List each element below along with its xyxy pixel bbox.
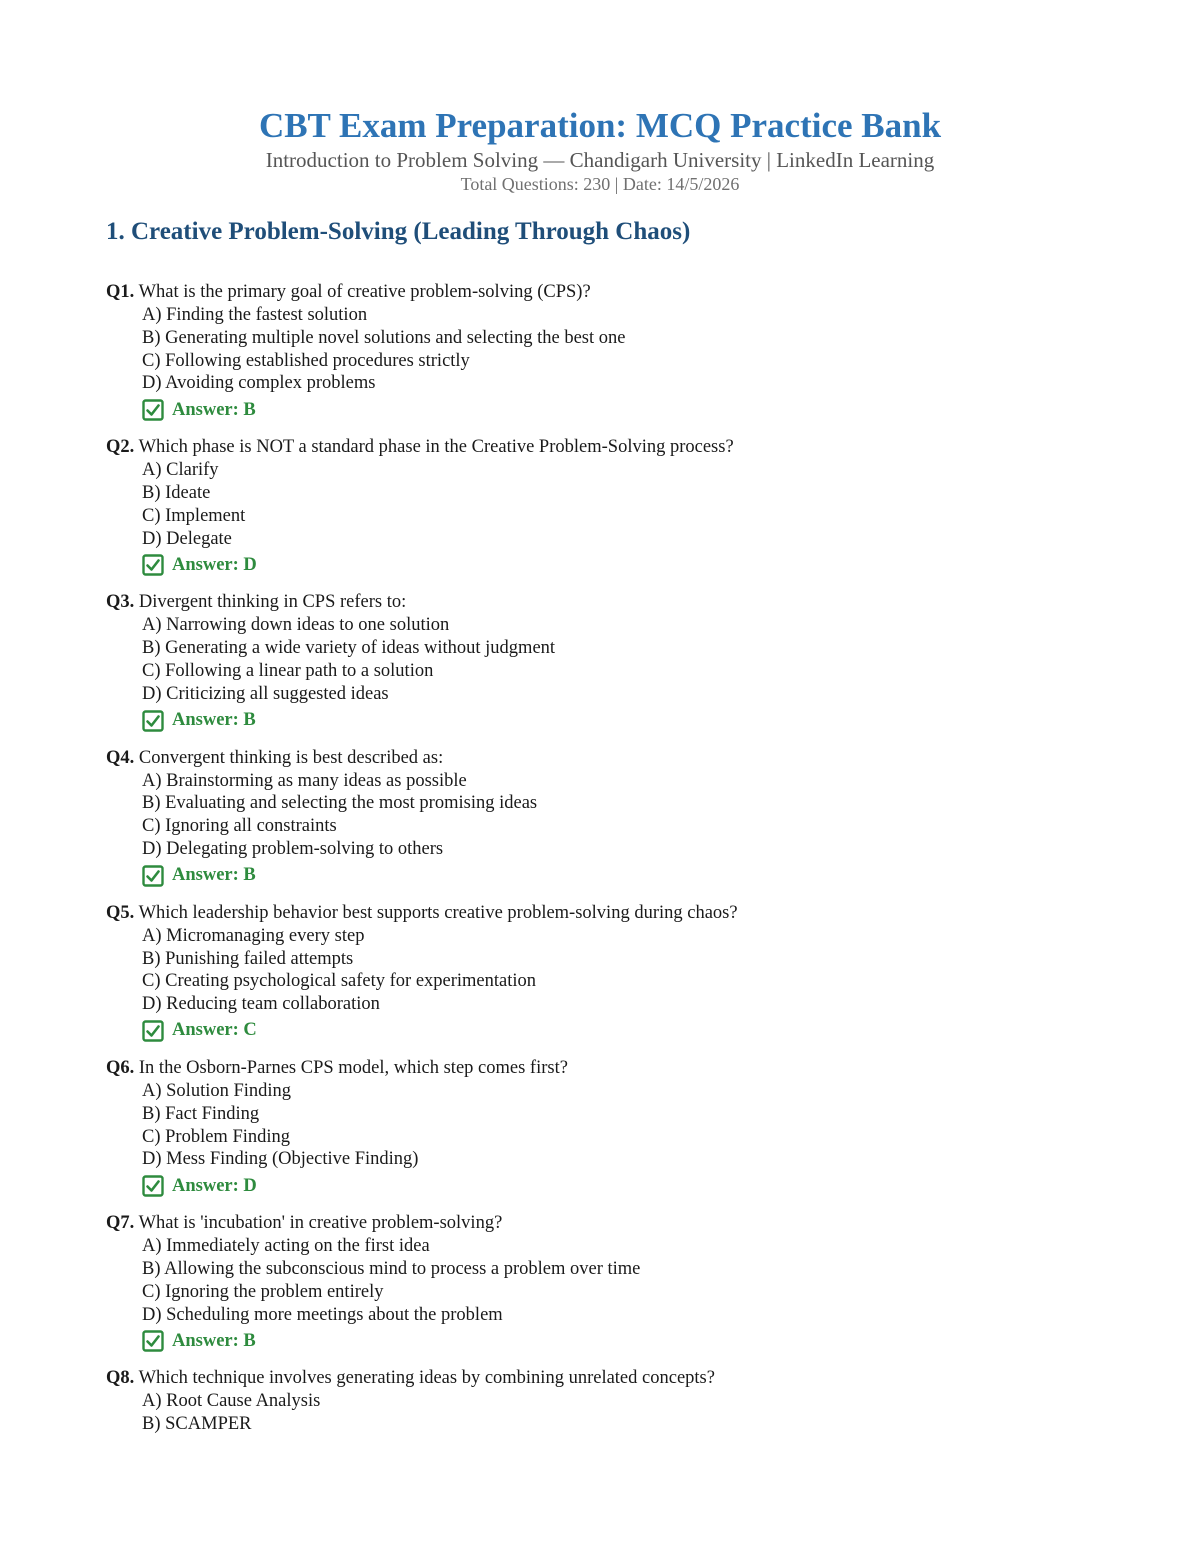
option-item: A) Solution Finding	[142, 1080, 292, 1101]
option-item: D) Avoiding complex problems	[142, 373, 376, 394]
option-item: B) Punishing failed attempts	[142, 948, 354, 969]
question-line	[106, 280, 1106, 304]
option-list	[106, 1390, 1106, 1436]
question-number: Q4.	[106, 747, 135, 768]
question-block	[106, 590, 1106, 733]
option-item: D) Delegate	[142, 528, 232, 549]
option-item: A) Root Cause Analysis	[142, 1391, 321, 1412]
checkbox-checked-icon	[142, 554, 164, 576]
question-text: What is the primary goal of creative problem-solving (CPS)?	[138, 282, 591, 302]
answer-label: Answer: B	[172, 399, 256, 420]
option-item: B) Allowing the subconscious mind to process a problem over time	[142, 1258, 641, 1279]
option-list	[106, 770, 1106, 861]
checkbox-checked-icon	[142, 399, 164, 421]
option-item: D) Reducing team collaboration	[142, 994, 380, 1015]
question-list	[106, 280, 1106, 1448]
question-block	[106, 1056, 1106, 1199]
question-number: Q2.	[106, 437, 135, 458]
answer-row	[106, 552, 1106, 578]
option-item: C) Ignoring all constraints	[142, 816, 337, 837]
answer-label: Answer: C	[172, 1020, 257, 1041]
answer-row	[106, 397, 1106, 423]
option-list	[106, 1235, 1106, 1326]
question-number: Q1.	[106, 282, 135, 302]
question-text: Which leadership behavior best supports creative problem-solving during chaos?	[138, 902, 738, 923]
answer-label: Answer: B	[172, 1330, 256, 1351]
question-block	[106, 1366, 1106, 1436]
question-number: Q8.	[106, 1368, 135, 1389]
option-item: A) Clarify	[142, 460, 219, 481]
option-item: A) Finding the fastest solution	[142, 305, 368, 325]
question-text: Which technique involves generating ideas by combining unrelated concepts?	[138, 1368, 715, 1389]
document-meta: Total Questions: 230 | Date: 14/5/2026	[460, 174, 740, 194]
option-item: C) Creating psychological safety for experimentation	[142, 971, 537, 992]
option-item: D) Criticizing all suggested ideas	[142, 683, 389, 704]
question-number: Q6.	[106, 1057, 135, 1078]
answer-row	[106, 1173, 1106, 1199]
option-item: C) Following a linear path to a solution	[142, 660, 434, 681]
answer-label: Answer: D	[172, 1175, 257, 1196]
option-item: C) Problem Finding	[142, 1126, 291, 1147]
option-list	[106, 304, 1106, 395]
answer-label: Answer: B	[172, 865, 256, 886]
checkbox-checked-icon	[142, 1330, 164, 1352]
answer-row	[106, 1018, 1106, 1044]
question-block	[106, 1211, 1106, 1354]
option-item: B) Ideate	[142, 482, 211, 503]
option-list	[106, 1080, 1106, 1171]
question-line	[106, 1366, 1106, 1390]
option-item: D) Scheduling more meetings about the problem	[142, 1304, 503, 1325]
question-line	[106, 901, 1106, 925]
answer-row	[106, 1328, 1106, 1354]
question-line	[106, 590, 1106, 614]
document-subtitle: Introduction to Problem Solving — Chandigarh University | LinkedIn Learning	[265, 148, 935, 172]
option-item: B) Generating a wide variety of ideas without judgment	[142, 638, 556, 659]
question-number: Q3.	[106, 592, 135, 613]
section-heading: 1. Creative Problem-Solving (Leading Through Chaos)	[106, 218, 691, 245]
option-item: B) SCAMPER	[142, 1414, 252, 1435]
question-line	[106, 1056, 1106, 1080]
document-title: CBT Exam Preparation: MCQ Practice Bank	[258, 106, 942, 145]
answer-label: Answer: D	[172, 554, 257, 575]
option-item: C) Following established procedures strictly	[142, 350, 470, 371]
document-header	[0, 104, 1200, 196]
question-text: Convergent thinking is best described as:	[138, 747, 444, 768]
option-item: A) Brainstorming as many ideas as possible	[142, 770, 467, 791]
option-item: C) Ignoring the problem entirely	[142, 1281, 384, 1302]
question-block	[106, 901, 1106, 1044]
option-list	[106, 459, 1106, 550]
checkbox-checked-icon	[142, 865, 164, 887]
option-item: B) Evaluating and selecting the most promising ideas	[142, 793, 538, 814]
question-number: Q5.	[106, 902, 135, 923]
answer-label: Answer: B	[172, 710, 256, 731]
option-item: A) Micromanaging every step	[142, 925, 365, 946]
question-line	[106, 1211, 1106, 1235]
question-text: Which phase is NOT a standard phase in the Creative Problem-Solving process?	[138, 437, 734, 458]
question-line	[106, 435, 1106, 459]
option-list	[106, 614, 1106, 705]
option-item: D) Delegating problem-solving to others	[142, 838, 444, 859]
option-item: D) Mess Finding (Objective Finding)	[142, 1149, 419, 1170]
question-text: In the Osborn-Parnes CPS model, which step comes first?	[138, 1057, 568, 1078]
option-item: A) Immediately acting on the first idea	[142, 1236, 430, 1257]
option-item: B) Fact Finding	[142, 1103, 260, 1124]
option-list	[106, 925, 1106, 1016]
checkbox-checked-icon	[142, 710, 164, 732]
option-item: C) Implement	[142, 505, 246, 526]
question-text: Divergent thinking in CPS refers to:	[138, 592, 407, 613]
question-number: Q7.	[106, 1213, 135, 1234]
checkbox-checked-icon	[142, 1175, 164, 1197]
answer-row	[106, 863, 1106, 889]
option-item: B) Generating multiple novel solutions and selecting the best one	[142, 327, 626, 348]
question-block	[106, 435, 1106, 578]
option-item: A) Narrowing down ideas to one solution	[142, 615, 450, 636]
checkbox-checked-icon	[142, 1020, 164, 1042]
question-line	[106, 746, 1106, 770]
question-text: What is 'incubation' in creative problem-solving?	[138, 1213, 503, 1234]
answer-row	[106, 708, 1106, 734]
question-block	[106, 280, 1106, 423]
question-block	[106, 746, 1106, 889]
